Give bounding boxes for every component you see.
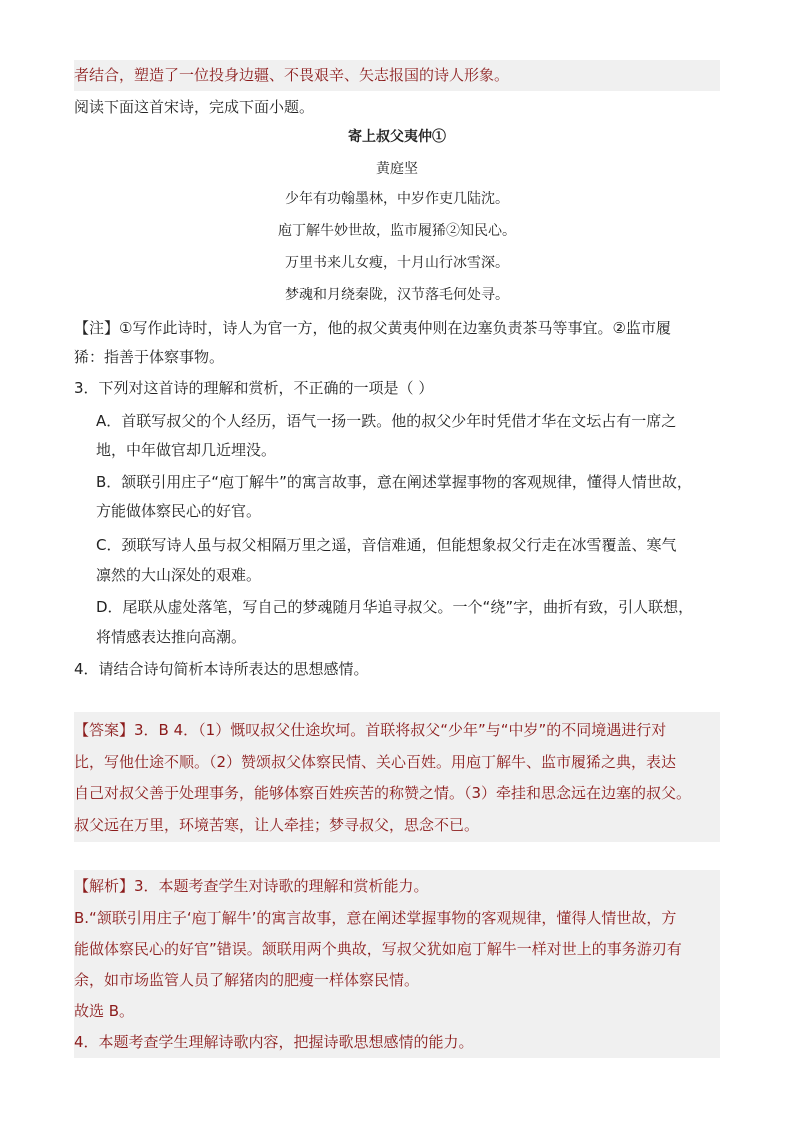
option-d: D．尾联从虚处落笔，写自己的梦魂随月华追寻叔父。一个“绕”字，曲折有致，引人联想， bbox=[96, 598, 694, 616]
analysis-line: 余，如市场监管人员了解猪肉的肥瘦一样体察民情。 bbox=[74, 971, 420, 989]
option-d-cont: 将情感表达推向高潮。 bbox=[96, 628, 247, 646]
analysis-line: B.“颔联引用庄子‘庖丁解牛’的寓言故事，意在阐述掌握事物的客观规律，懂得人情世故，方 bbox=[74, 909, 677, 927]
option-a-cont: 地，中年做官却几近埋没。 bbox=[96, 441, 277, 459]
reading-instruction: 阅读下面这首宋诗，完成下面小题。 bbox=[74, 98, 315, 116]
note-line: 狶：指善于体察事物。 bbox=[74, 348, 225, 366]
poem-line: 万里书来儿女瘦，十月山行冰雪深。 bbox=[285, 255, 509, 271]
option-b: B．颔联引用庄子“庖丁解牛”的寓言故事，意在阐述掌握事物的客观规律，懂得人情世故， bbox=[96, 473, 692, 491]
intro-tail-text: 者结合，塑造了一位投身边疆、不畏艰辛、矢志报国的诗人形象。 bbox=[74, 66, 510, 84]
option-c-cont: 凛然的大山深处的艰难。 bbox=[96, 566, 262, 584]
answer-line: 叔父远在万里，环境苦寒，让人牵挂；梦寻叔父，思念不已。 bbox=[74, 816, 480, 834]
question-4-stem: 4．请结合诗句简析本诗所表达的思想感情。 bbox=[74, 660, 369, 678]
poem-line: 少年有功翰墨林，中岁作吏几陆沈。 bbox=[285, 191, 509, 207]
option-c: C．颈联写诗人虽与叔父相隔万里之遥，音信难通，但能想象叔父行走在冰雪覆盖、寒气 bbox=[96, 536, 677, 554]
analysis-line: 4．本题考查学生理解诗歌内容，把握诗歌思想感情的能力。 bbox=[74, 1033, 474, 1051]
analysis-shade bbox=[74, 870, 720, 1058]
poem-line: 梦魂和月绕秦陇，汉节落毛何处寻。 bbox=[285, 287, 509, 303]
answer-line: 【答案】3．B 4．（1）慨叹叔父仕途坎坷。首联将叔父“少年”与“中岁”的不同境遇进行对 bbox=[74, 721, 667, 739]
answer-line: 自己对叔父善于处理事务，能够体察百姓疾苦的称赞之情。（3）牵挂和思念远在边塞的叔父。 bbox=[74, 784, 692, 802]
analysis-line: 【解析】3．本题考查学生对诗歌的理解和赏析能力。 bbox=[74, 877, 429, 895]
poem-title: 寄上叔父夷仲① bbox=[348, 129, 446, 145]
note-line: 【注】①写作此诗时，诗人为官一方，他的叔父黄夷仲则在边塞负责茶马等事宜。②监市履 bbox=[74, 319, 671, 337]
analysis-line: 能做体察民心的好官”错误。颔联用两个典故，写叔父犹如庖丁解牛一样对世上的事务游刃有 bbox=[74, 940, 682, 958]
answer-line: 比，写他仕途不顺。（2）赞颂叔父体察民情、关心百姓。用庖丁解牛、监市履狶之典，表达 bbox=[74, 753, 677, 771]
option-b-cont: 方能做体察民心的好官。 bbox=[96, 502, 262, 520]
poem-line: 庖丁解牛妙世故，监市履狶②知民心。 bbox=[278, 223, 516, 239]
analysis-conclusion: 故选 B。 bbox=[74, 1002, 135, 1020]
option-a: A．首联写叔父的个人经历，语气一扬一跌。他的叔父少年时凭借才华在文坛占有一席之 bbox=[96, 412, 677, 430]
poem-author: 黄庭坚 bbox=[376, 161, 418, 177]
question-3-stem: 3．下列对这首诗的理解和赏析，不正确的一项是（ ） bbox=[74, 379, 434, 397]
